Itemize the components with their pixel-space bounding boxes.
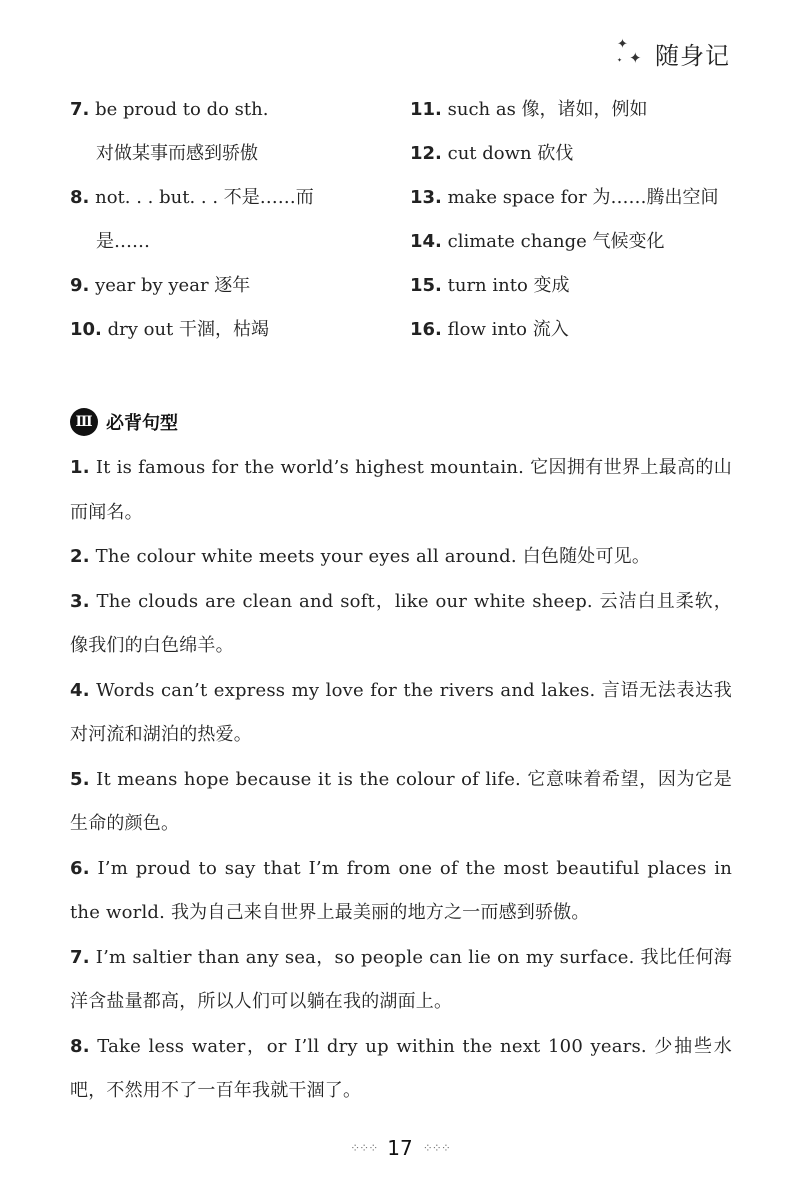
sentence-item <box>70 1025 732 1114</box>
item-text: not. . . but. . . 不是……而 <box>89 187 314 208</box>
phrase-list <box>70 88 750 352</box>
sparkle-icon: ✦ ✦ ✦ <box>617 36 642 67</box>
item-text: Take less water，or I’ll dry up within the next 100 years. 少抽些水吧，不然用不了一百年我就干涸了。 <box>70 1035 732 1101</box>
sentence-item <box>70 535 732 580</box>
phrase-item <box>70 88 410 132</box>
phrase-column-right <box>410 88 750 352</box>
phrase-item-continued <box>70 132 410 176</box>
item-text: climate change 气候变化 <box>441 231 665 252</box>
item-number: 8. <box>70 187 90 208</box>
phrase-item <box>410 88 750 132</box>
item-text: flow into 流入 <box>441 319 569 340</box>
item-number: 3. <box>70 590 90 612</box>
item-text: The colour white meets your eyes all around. 白色随处可见。 <box>89 546 651 567</box>
item-number: 16. <box>410 319 442 340</box>
item-text: It means hope because it is the colour of life. 它意味着希望，因为它是生命的颜色。 <box>70 768 732 834</box>
item-number: 2. <box>70 546 90 567</box>
item-number: 12. <box>410 143 442 164</box>
dot-pattern-icon: ⁘⁘⁘ <box>350 1141 378 1155</box>
item-text: 对做某事而感到骄傲 <box>96 143 258 164</box>
phrase-item <box>70 264 410 308</box>
item-text: It is famous for the world’s highest mountain. 它因拥有世界上最高的山而闻名。 <box>70 457 732 523</box>
item-number: 11. <box>410 99 442 120</box>
item-text: such as 像，诸如，例如 <box>441 99 648 120</box>
item-number: 14. <box>410 231 442 252</box>
item-number: 10. <box>70 319 102 340</box>
item-text: I’m saltier than any sea，so people can lie on my surface. 我比任何海洋含盐量都高，所以人们可以躺在我的湖面上。 <box>70 946 732 1012</box>
page-footer <box>0 1136 800 1160</box>
item-number: 7. <box>70 99 90 120</box>
item-text: make space for 为……腾出空间 <box>441 187 719 208</box>
phrase-item <box>410 308 750 352</box>
item-number: 13. <box>410 187 442 208</box>
phrase-item <box>410 132 750 176</box>
phrase-item <box>70 308 410 352</box>
item-text: turn into 变成 <box>441 275 570 296</box>
phrase-item <box>410 220 750 264</box>
phrase-item-continued <box>70 220 410 264</box>
sentence-list <box>70 446 732 1114</box>
page-header <box>615 36 730 71</box>
item-number: 7. <box>70 946 90 968</box>
item-text: 是…… <box>96 231 150 252</box>
item-number: 1. <box>70 457 90 478</box>
sentence-item <box>70 446 732 535</box>
sentence-item <box>70 936 732 1025</box>
header-title: 随身记 <box>655 42 730 70</box>
sentence-item <box>70 847 732 936</box>
phrase-item <box>410 176 750 220</box>
phrase-item <box>70 176 410 220</box>
section-title: 必背句型 <box>106 413 178 434</box>
item-text: The clouds are clean and soft，like our white sheep. 云洁白且柔软，像我们的白色绵羊。 <box>70 590 732 656</box>
dot-pattern-icon: ⁘⁘⁘ <box>422 1141 450 1155</box>
item-text: I’m proud to say that I’m from one of the most beautiful places in the world. 我为自己来自世界上最美丽的地方之一而感到骄傲。 <box>70 857 732 923</box>
item-text: dry out 干涸，枯竭 <box>101 319 270 340</box>
item-number: 8. <box>70 1035 90 1057</box>
sentence-item <box>70 669 732 758</box>
item-number: 4. <box>70 679 90 701</box>
item-text: Words can’t express my love for the rivers and lakes. 言语无法表达我对河流和湖泊的热爱。 <box>70 679 732 745</box>
phrase-item <box>410 264 750 308</box>
section-number-badge: Ⅲ <box>70 408 98 436</box>
page-number: 17 <box>387 1136 413 1160</box>
phrase-column-left <box>70 88 410 352</box>
item-text: be proud to do sth. <box>89 99 269 120</box>
item-text: year by year 逐年 <box>89 275 251 296</box>
item-number: 6. <box>70 857 90 879</box>
item-number: 15. <box>410 275 442 296</box>
section-heading <box>70 408 178 436</box>
item-number: 5. <box>70 768 90 790</box>
sentence-item <box>70 580 732 669</box>
sentence-item <box>70 758 732 847</box>
item-number: 9. <box>70 275 90 296</box>
item-text: cut down 砍伐 <box>441 143 574 164</box>
